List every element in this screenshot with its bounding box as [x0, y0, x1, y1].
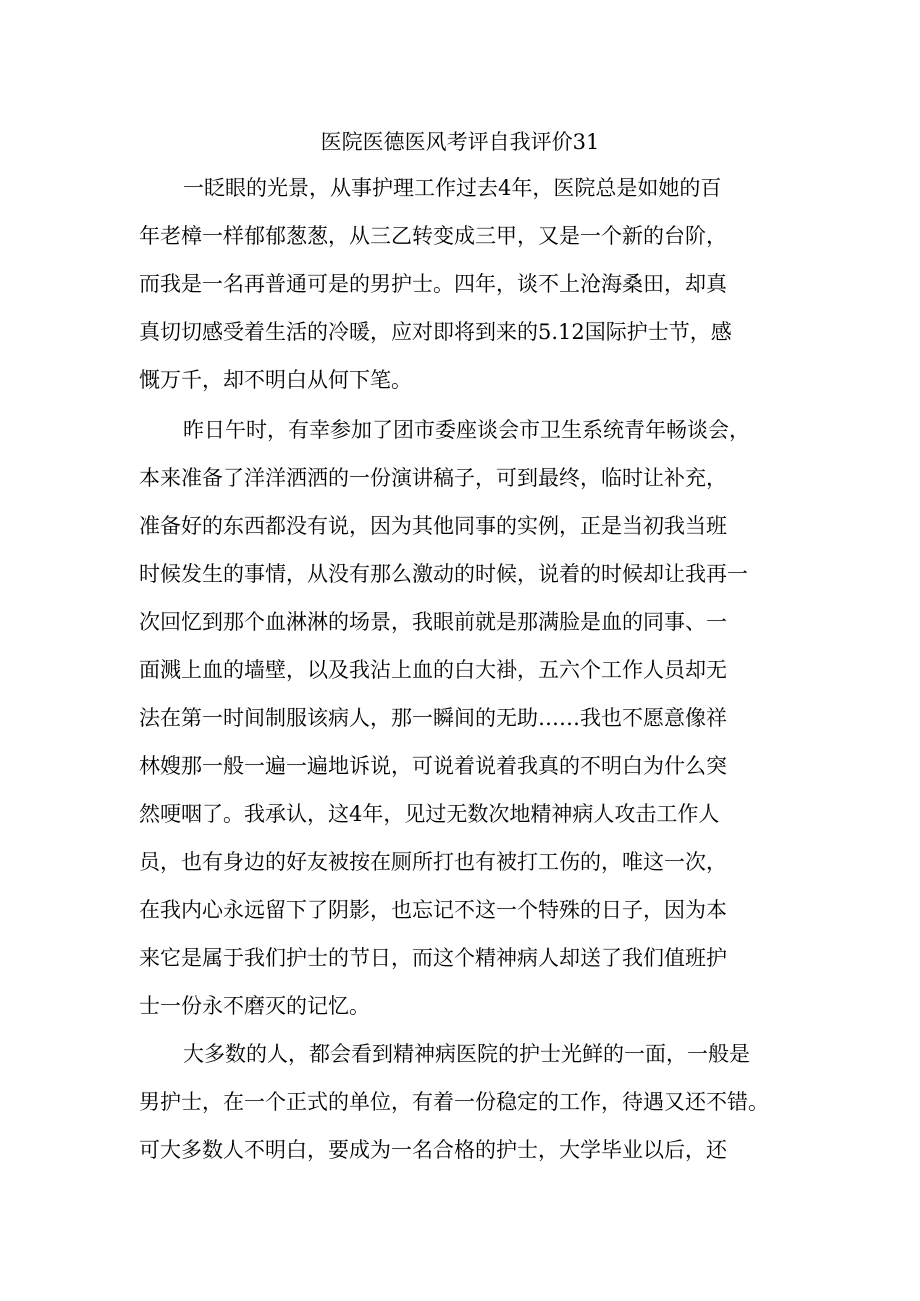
paragraph-2-line-1: 昨日午时，有幸参加了团市委座谈会市卫生系统青年畅谈会，: [183, 418, 750, 442]
paragraph-3-line-2: 男护士，在一个正式的单位，有着一份稳定的工作，待遇又还不错。: [139, 1090, 769, 1114]
paragraph-2-line-5: 次回忆到那个血淋淋的场景，我眼前就是那满脸是血的同事、一: [139, 610, 727, 634]
paragraph-2-line-9: 然哽咽了。我承认，这4年，见过无数次地精神病人攻击工作人: [139, 802, 720, 826]
paragraph-2-line-11: 在我内心永远留下了阴影，也忘记不这一个特殊的日子，因为本: [139, 898, 727, 922]
paragraph-1-line-4: 真切切感受着生活的冷暖，应对即将到来的5.12国际护士节，感: [139, 320, 732, 344]
paragraph-2-line-12: 来它是属于我们护士的节日，而这个精神病人却送了我们值班护: [139, 946, 727, 970]
paragraph-3-line-1: 大多数的人，都会看到精神病医院的护士光鲜的一面，一般是: [183, 1042, 750, 1066]
paragraph-2-line-6: 面溅上血的墙壁，以及我沾上血的白大褂，五六个工作人员却无: [139, 658, 727, 682]
paragraph-1-line-1: 一眨眼的光景，从事护理工作过去4年，医院总是如她的百: [183, 176, 722, 200]
paragraph-2-line-10: 员，也有身边的好友被按在厕所打也有被打工伤的，唯这一次，: [139, 850, 727, 874]
paragraph-2-line-2: 本来准备了洋洋洒洒的一份演讲稿子，可到最终，临时让补充，: [139, 466, 727, 490]
paragraph-2-line-4: 时候发生的事情，从没有那么激动的时候，说着的时候却让我再一: [139, 562, 748, 586]
document-title: 医院医德医风考评自我评价31: [320, 130, 600, 154]
paragraph-3-line-3: 可大多数人不明白，要成为一名合格的护士，大学毕业以后，还: [139, 1138, 727, 1162]
paragraph-1-line-2: 年老樟一样郁郁葱葱，从三乙转变成三甲，又是一个新的台阶，: [139, 224, 727, 248]
paragraph-1-line-3: 而我是一名再普通可是的男护士。四年，谈不上沧海桑田，却真: [139, 272, 727, 296]
paragraph-2-line-7: 法在第一时间制服该病人，那一瞬间的无助……我也不愿意像祥: [139, 706, 727, 730]
paragraph-1-line-5: 慨万千，却不明白从何下笔。: [139, 368, 412, 392]
paragraph-2-line-8: 林嫂那一般一遍一遍地诉说，可说着说着我真的不明白为什么突: [139, 754, 727, 778]
paragraph-2-line-13: 士一份永不磨灭的记忆。: [139, 994, 370, 1018]
paragraph-2-line-3: 准备好的东西都没有说，因为其他同事的实例，正是当初我当班: [139, 514, 727, 538]
